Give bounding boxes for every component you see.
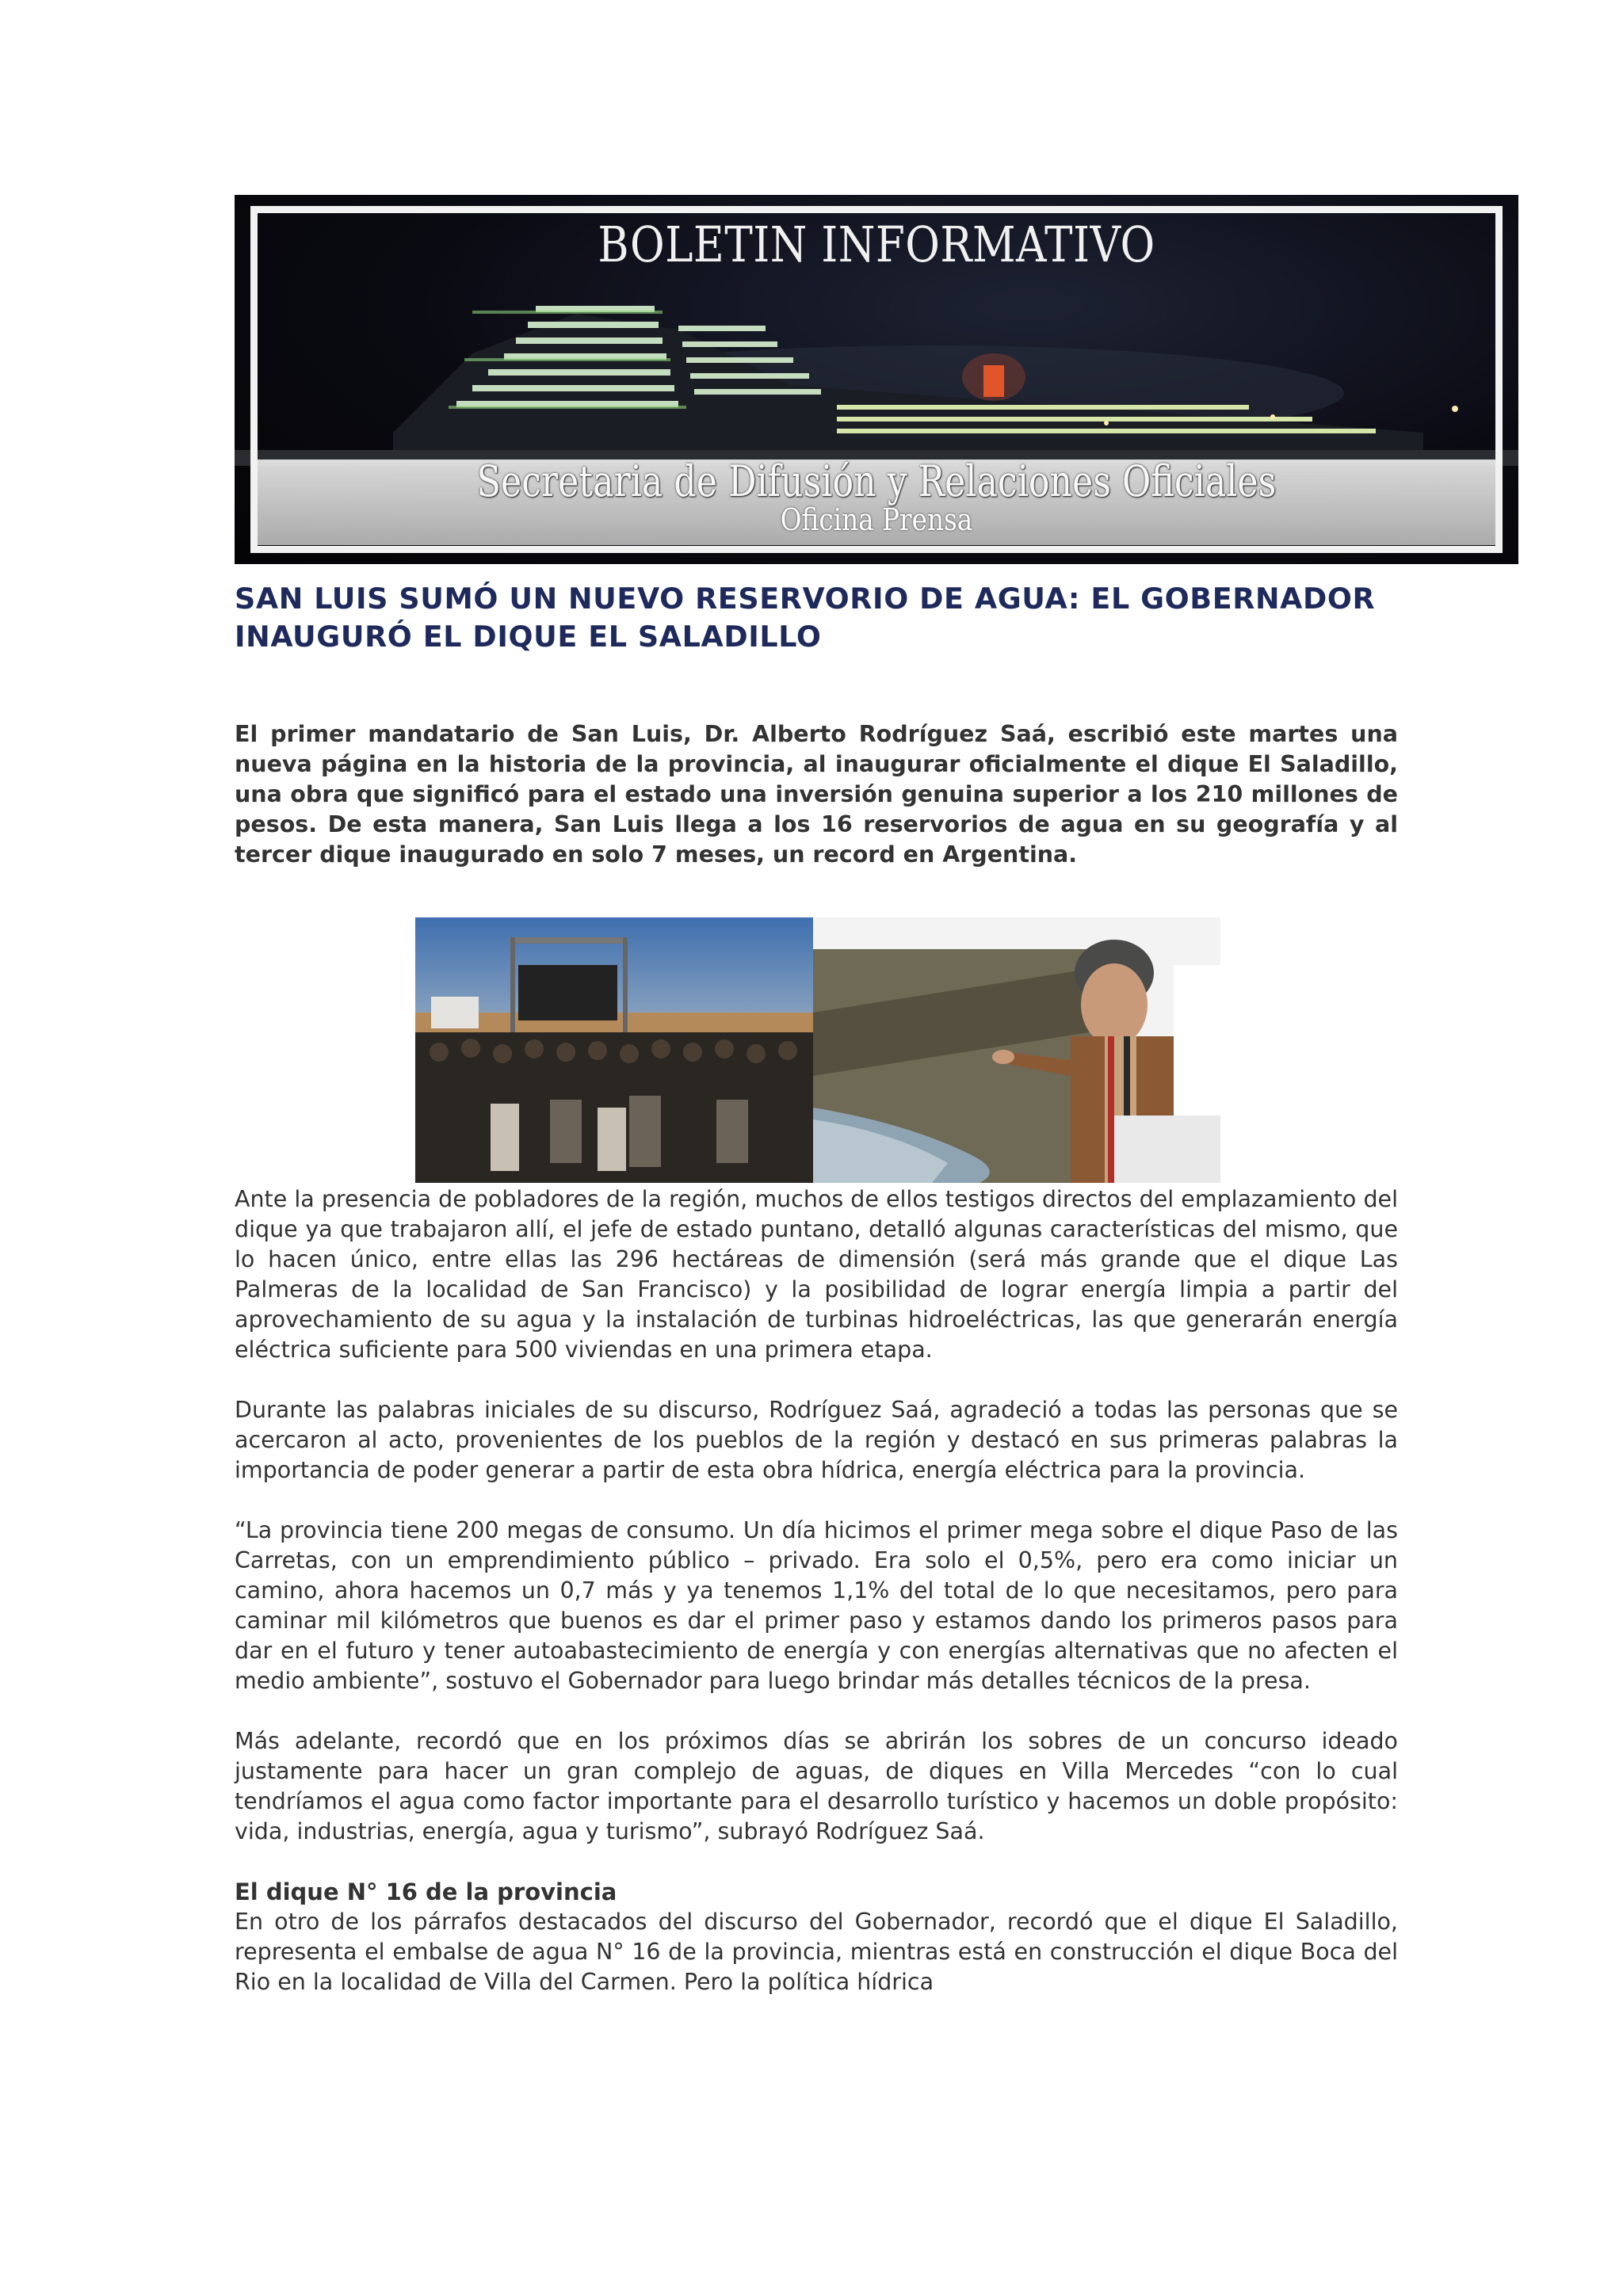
banner-subtitle: Secretaria de Difusión y Relaciones Oficiales: [476, 456, 1277, 506]
article-lead: El primer mandatario de San Luis, Dr. Alberto Rodríguez Saá, escribió este martes una nueva página en la historia de la provincia, al inaugurar oficialmente el dique El Saladillo, una obra que significó para el estado una inversión genuina superior a los 210 millones de pesos. De esta manera, San Luis llega a los 16 reservorios de agua en su geografía y al tercer dique inaugurado en solo 7 meses, un record en Argentina.: [235, 721, 1398, 868]
article-paragraph: “La provincia tiene 200 megas de consumo. Un día hicimos el primer mega sobre el dique Paso de las Carretas, con un emprendimiento público – privado. Era solo el 0,5%, pero era como iniciar un camino, ahora hacemos un 0,7 más y ya tenemos 1,1% del total de lo que necesitamos, pero para caminar mil kilómetros que buenos es dar el primer paso y estamos dando los primeros pasos para dar en el futuro y tener autoabastecimiento de energía y con energías alternativas que no afecten el medio ambiente”, sostuvo el Gobernador para luego brindar más detalles técnicos de la presa.: [235, 1517, 1398, 1694]
banner-title: BOLETIN INFORMATIVO: [598, 215, 1155, 273]
article-paragraph: En otro de los párrafos destacados del discurso del Gobernador, recordó que el dique El Saladillo, representa el embalse de agua N° 16 de la provincia, mientras está en construcción el dique Boca del Rio en la localidad de Villa del Carmen. Pero la política hídrica: [235, 1909, 1398, 1995]
article-headline: SAN LUIS SUMÓ UN NUEVO RESERVORIO DE AGUA: EL GOBERNADOR INAUGURÓ EL DIQUE EL SALADILLO: [235, 582, 1376, 654]
article-paragraph: Más adelante, recordó que en los próximos días se abrirán los sobres de un concurso ideado justamente para hacer un gran complejo de aguas, de diques en Villa Mercedes “con lo cual tendríamos el agua como factor importante para el desarrollo turístico y hacemos un doble propósito: vida, industrias, energía, agua y turismo”, subrayó Rodríguez Saá.: [235, 1728, 1398, 1844]
article-paragraph: Durante las palabras iniciales de su discurso, Rodríguez Saá, agradeció a todas las personas que se acercaron al acto, provenientes de los pueblos de la región y destacó en sus primeras palabras la importancia de poder generar a partir de esta obra hídrica, energía eléctrica para la provincia.: [235, 1397, 1398, 1483]
governor-dam-photo: [813, 917, 1220, 1183]
crowd-photo: [415, 917, 813, 1183]
header-banner: [235, 195, 1518, 564]
page: [235, 195, 1398, 1997]
banner-office: Oficina Prensa: [780, 502, 973, 537]
article-paragraph: Ante la presencia de pobladores de la región, muchos de ellos testigos directos del emplazamiento del dique ya que trabajaron allí, el jefe de estado puntano, detalló algunas características del mismo, que lo hacen único, entre ellas las 296 hectáreas de dimensión (será más grande que el dique Las Palmeras de la localidad de San Francisco) y la posibilidad de lograr energía limpia a partir del aprovechamiento de su agua y la instalación de turbinas hidroeléctricas, las que generarán energía eléctrica suficiente para 500 viviendas en una primera etapa.: [235, 1186, 1398, 1363]
photo-strip: [415, 917, 1220, 1183]
section-subheading: El dique N° 16 de la provincia: [235, 1878, 617, 1905]
